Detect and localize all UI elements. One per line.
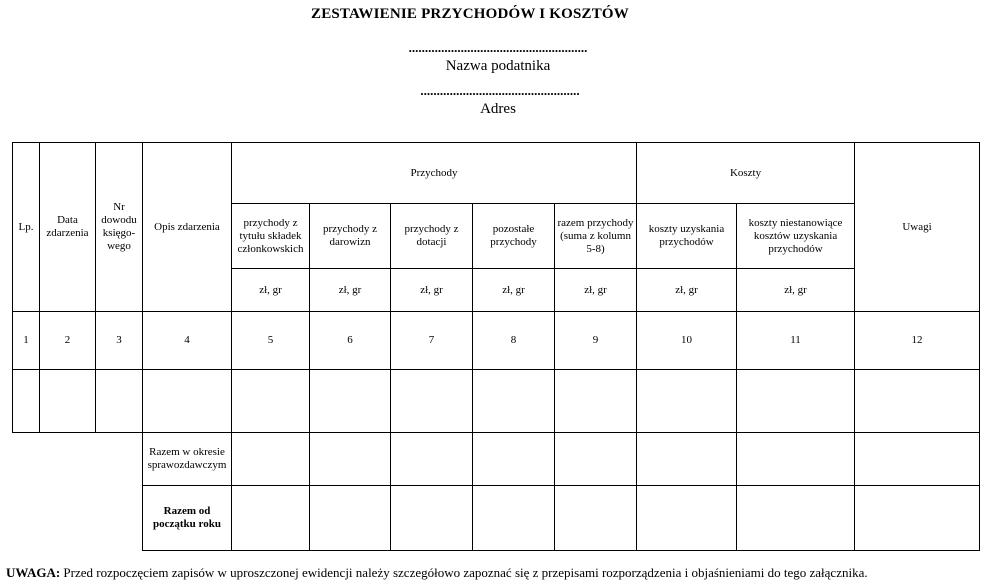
unit-cell: zł, gr [555, 269, 637, 312]
unit-cell: zł, gr [473, 269, 555, 312]
document-title: ZESTAWIENIE PRZYCHODÓW I KOSZTÓW [310, 6, 629, 22]
header-przychody-dotacji: przychody z dotacji [391, 204, 473, 269]
address-line: ................................................. [420, 83, 580, 98]
blank-cell [13, 433, 143, 486]
header-koszty-group: Koszty [637, 143, 855, 204]
header-przychody-darowizn: przychody z darowizn [310, 204, 391, 269]
header-nr-dowodu: Nr dowodu księgo-wego [96, 143, 143, 312]
entry-cell[interactable] [391, 370, 473, 433]
summary-cell[interactable] [310, 486, 391, 551]
column-number: 9 [555, 312, 637, 370]
column-number: 10 [637, 312, 737, 370]
summary-cell[interactable] [310, 433, 391, 486]
income-cost-table [12, 142, 980, 551]
summary-row-year [13, 486, 980, 551]
entry-cell[interactable] [310, 370, 391, 433]
entry-cell[interactable] [13, 370, 40, 433]
summary-cell[interactable] [232, 486, 310, 551]
entry-cell[interactable] [143, 370, 232, 433]
unit-cell: zł, gr [232, 269, 310, 312]
summary-label-period: Razem w okresie sprawozdawczym [143, 433, 232, 486]
blank-cell [13, 486, 143, 551]
summary-cell[interactable] [637, 486, 737, 551]
column-number: 5 [232, 312, 310, 370]
summary-label-year: Razem od początku roku [143, 486, 232, 551]
summary-cell[interactable] [391, 433, 473, 486]
header-pozostale-przychody: pozostałe przychody [473, 204, 555, 269]
column-number: 12 [855, 312, 980, 370]
column-number: 2 [40, 312, 96, 370]
entry-cell[interactable] [637, 370, 737, 433]
address-label: Adres [480, 101, 516, 117]
entry-cell[interactable] [473, 370, 555, 433]
summary-cell[interactable] [737, 486, 855, 551]
unit-cell: zł, gr [391, 269, 473, 312]
header-uwagi: Uwagi [855, 143, 980, 312]
header-przychody-skladki: przychody z tytułu składek członkowskich [232, 204, 310, 269]
summary-cell[interactable] [555, 433, 637, 486]
summary-cell[interactable] [855, 486, 980, 551]
footer-note [6, 565, 986, 581]
summary-cell[interactable] [637, 433, 737, 486]
summary-cell[interactable] [855, 433, 980, 486]
column-number: 6 [310, 312, 391, 370]
entry-cell[interactable] [737, 370, 855, 433]
column-number: 8 [473, 312, 555, 370]
column-number: 7 [391, 312, 473, 370]
header-koszty-uzyskania: koszty uzyskania przychodów [637, 204, 737, 269]
column-number: 1 [13, 312, 40, 370]
entry-cell[interactable] [40, 370, 96, 433]
unit-cell: zł, gr [637, 269, 737, 312]
entry-cell[interactable] [96, 370, 143, 433]
summary-cell[interactable] [391, 486, 473, 551]
summary-row-period [13, 433, 980, 486]
entry-row [13, 370, 980, 433]
column-number: 11 [737, 312, 855, 370]
header-przychody-group: Przychody [232, 143, 637, 204]
footer-note-label: UWAGA: [6, 565, 61, 580]
summary-cell[interactable] [232, 433, 310, 486]
summary-cell[interactable] [555, 486, 637, 551]
column-number: 4 [143, 312, 232, 370]
summary-cell[interactable] [473, 433, 555, 486]
header-data-zdarzenia: Data zdarzenia [40, 143, 96, 312]
entry-cell[interactable] [555, 370, 637, 433]
taxpayer-name-label: Nazwa podatnika [445, 58, 551, 74]
column-number: 3 [96, 312, 143, 370]
header-koszty-nieuzyskania: koszty niestanowiące kosztów uzyskania przychodów [737, 204, 855, 269]
header-lp: Lp. [13, 143, 40, 312]
unit-cell: zł, gr [310, 269, 391, 312]
header-razem-przychody: razem przychody (suma z kolumn 5-8) [555, 204, 637, 269]
summary-cell[interactable] [737, 433, 855, 486]
summary-cell[interactable] [473, 486, 555, 551]
entry-cell[interactable] [855, 370, 980, 433]
header-opis-zdarzenia: Opis zdarzenia [143, 143, 232, 312]
unit-cell: zł, gr [737, 269, 855, 312]
entry-cell[interactable] [232, 370, 310, 433]
footer-note-text: Przed rozpoczęciem zapisów w uproszczonej ewidencji należy szczegółowo zapoznać się z przepisami rozporządzenia i objaśnieniami do tego załącznika. [60, 565, 868, 580]
taxpayer-name-line: ....................................................... [408, 40, 588, 55]
